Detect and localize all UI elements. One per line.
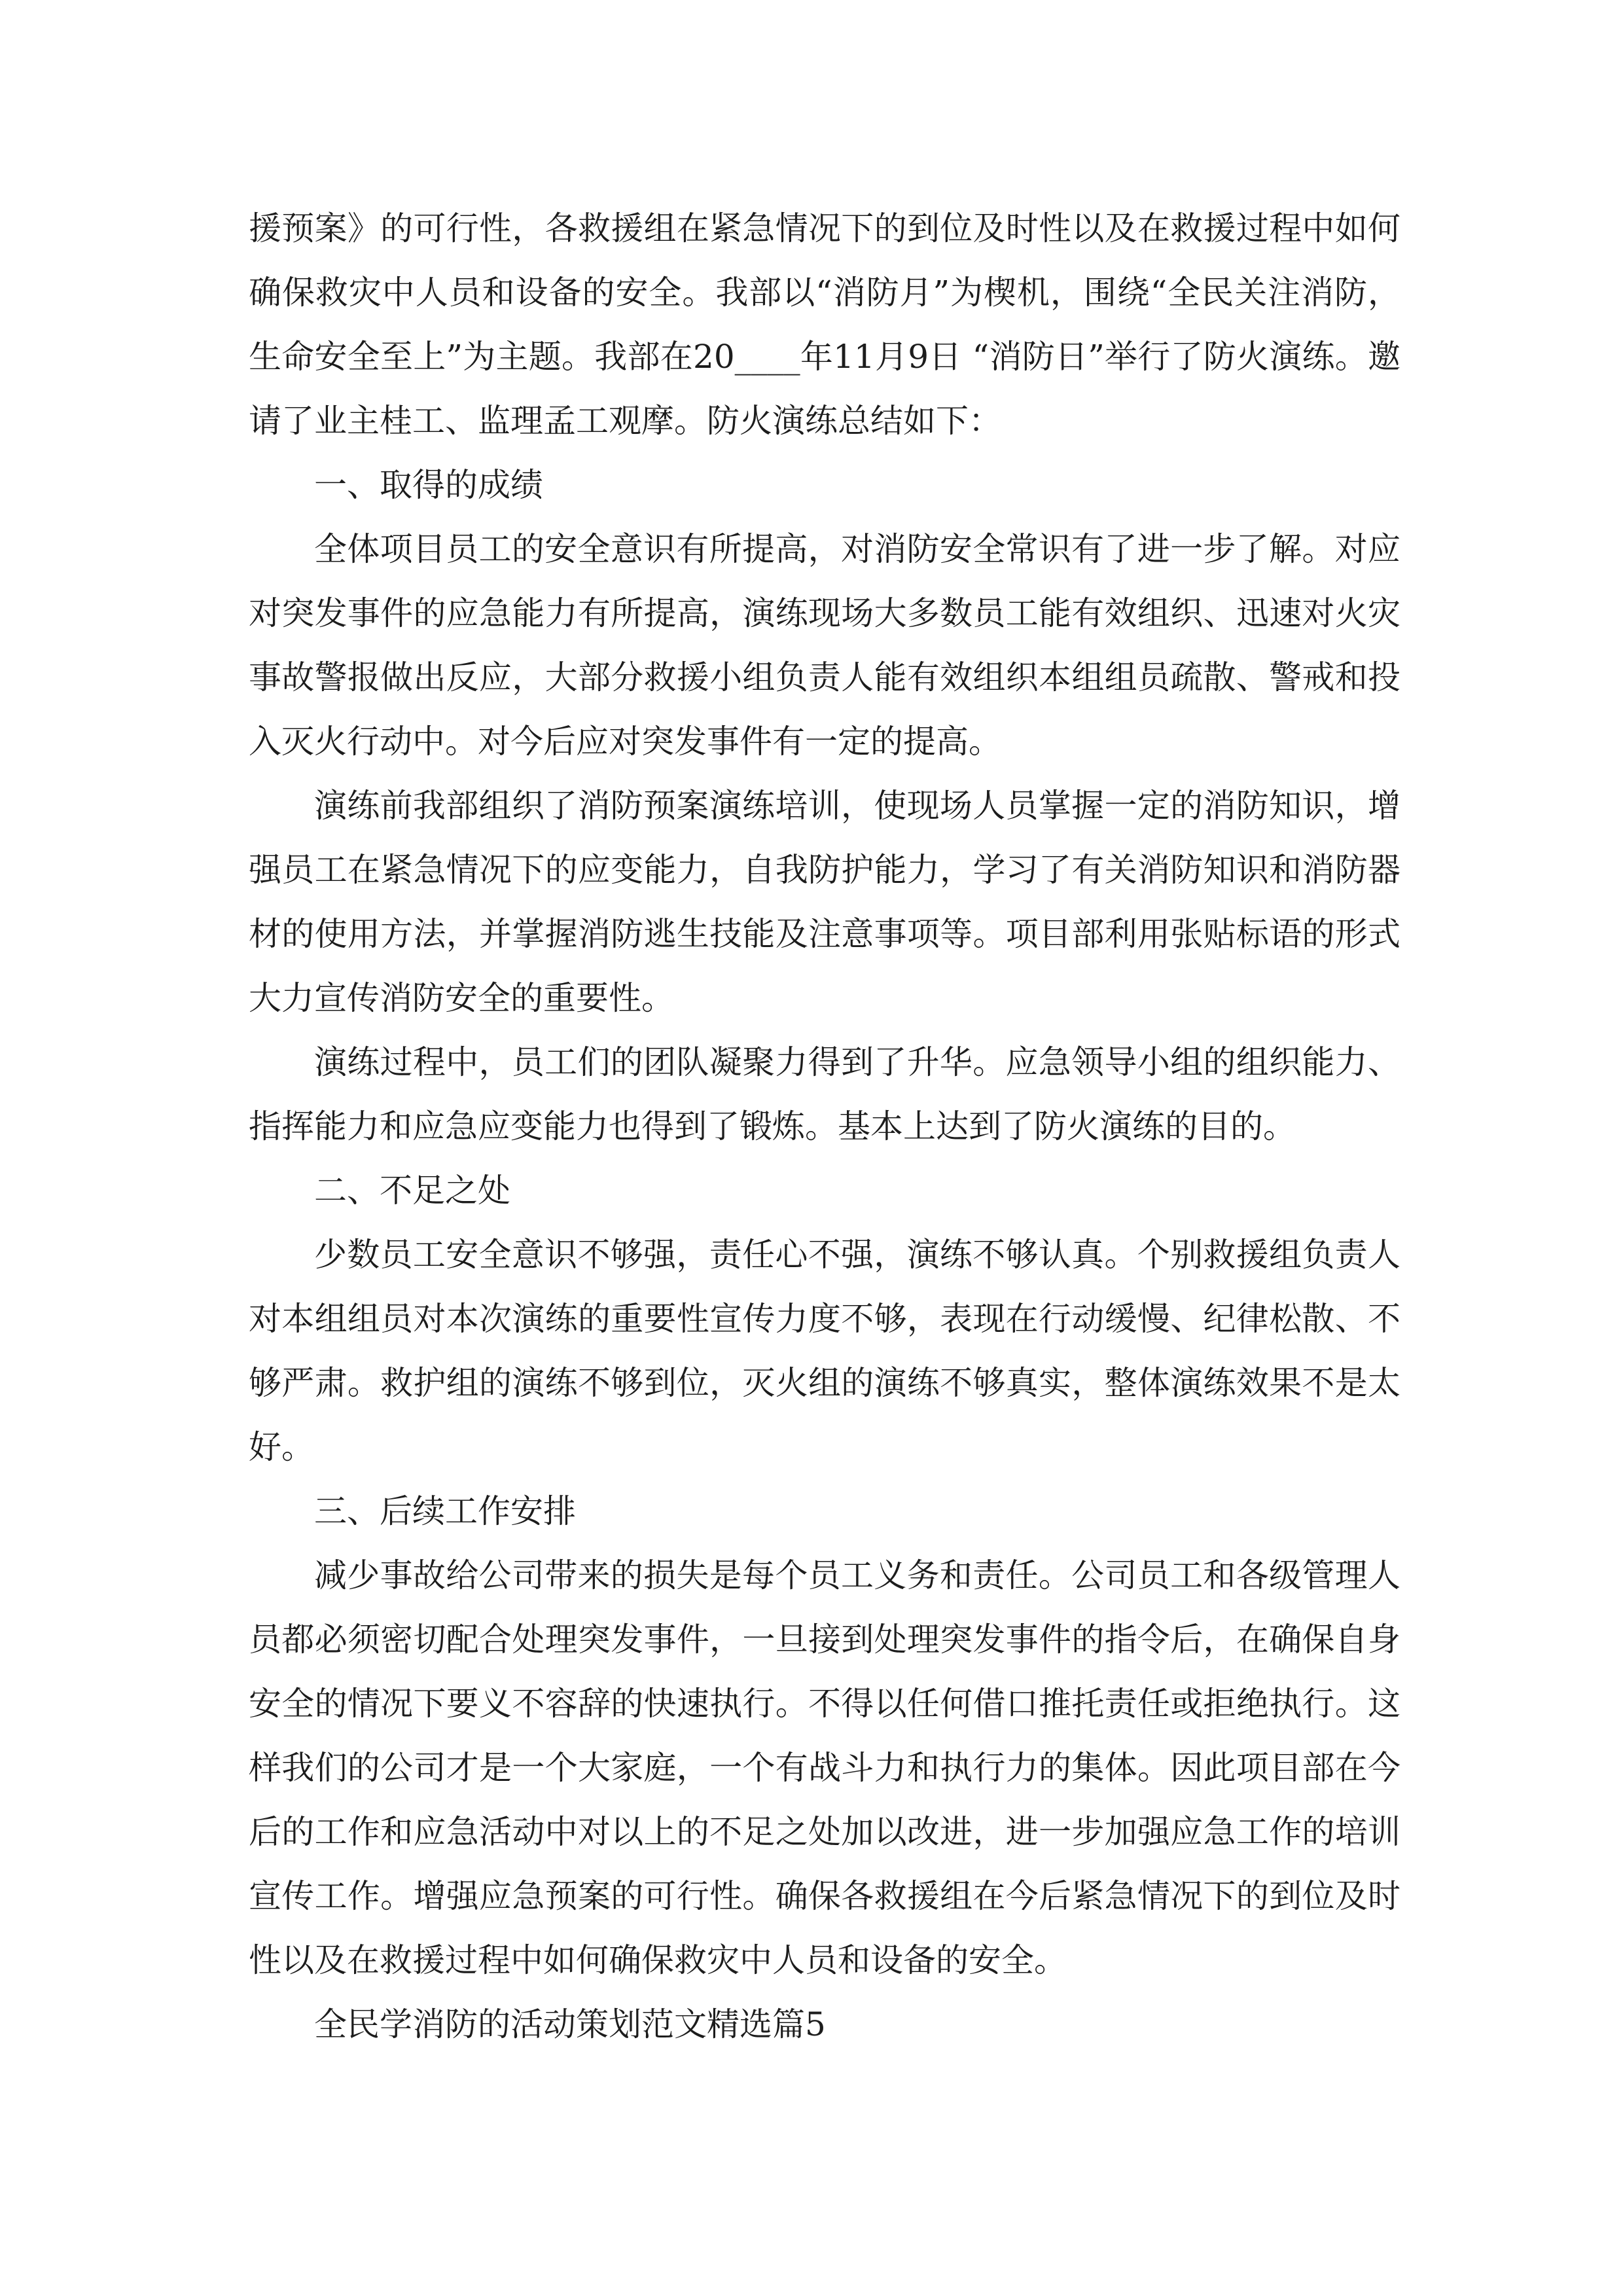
document-body [249, 196, 1400, 2056]
section-heading-shortcomings: 二、不足之处 [314, 1172, 510, 1210]
paragraph-shortcomings: 少数员工安全意识不够强，责任心不强，演练不够认真。个别救援组负责人对本组组员对本次演练的重要性宣传力度不够，表现在行动缓慢、纪律松散、不够严肃。救护组的演练不够到位，灭火组的演练不够真实，整体演练效果不是太好。 [249, 1236, 1400, 1466]
section-heading-followup: 三、后续工作安排 [314, 1492, 576, 1530]
paragraph-achievements-2: 演练前我部组织了消防预案演练培训，使现场人员掌握一定的消防知识，增强员工在紧急情况下的应变能力，自我防护能力，学习了有关消防知识和消防器材的使用方法，并掌握消防逃生技能及注意事项等。项目部利用张贴标语的形式大力宣传消防安全的重要性。 [249, 787, 1400, 1017]
paragraph-achievements-3: 演练过程中，员工们的团队凝聚力得到了升华。应急领导小组的组织能力、指挥能力和应急应变能力也得到了锻炼。基本上达到了防火演练的目的。 [249, 1043, 1400, 1145]
intro-paragraph: 援预案》的可行性，各救援组在紧急情况下的到位及时性以及在救援过程中如何确保救灾中人员和设备的安全。我部以“消防月”为楔机，围绕“全民关注消防，生命安全至上”为主题。我部在20____年11月9日 “消防日”举行了防火演练。邀请了业主桂工、监理孟工观摩。防火演练总结如下： [249, 209, 1400, 440]
next-article-title: 全民学消防的活动策划范文精选篇5 [314, 2005, 826, 2043]
paragraph-followup: 减少事故给公司带来的损失是每个员工义务和责任。公司员工和各级管理人员都必须密切配合处理突发事件，一旦接到处理突发事件的指令后，在确保自身安全的情况下要义不容辞的快速执行。不得以任何借口推托责任或拒绝执行。这样我们的公司才是一个大家庭，一个有战斗力和执行力的集体。因此项目部在今后的工作和应急活动中对以上的不足之处加以改进，进一步加强应急工作的培训宣传工作。增强应急预案的可行性。确保各救援组在今后紧急情况下的到位及时性以及在救援过程中如何确保救灾中人员和设备的安全。 [249, 1556, 1400, 1979]
paragraph-achievements-1: 全体项目员工的安全意识有所提高，对消防安全常识有了进一步了解。对应对突发事件的应急能力有所提高，演练现场大多数员工能有效组织、迅速对火灾事故警报做出反应，大部分救援小组负责人能有效组织本组组员疏散、警戒和投入灭火行动中。对今后应对突发事件有一定的提高。 [249, 530, 1400, 761]
section-heading-achievements: 一、取得的成绩 [314, 466, 543, 504]
